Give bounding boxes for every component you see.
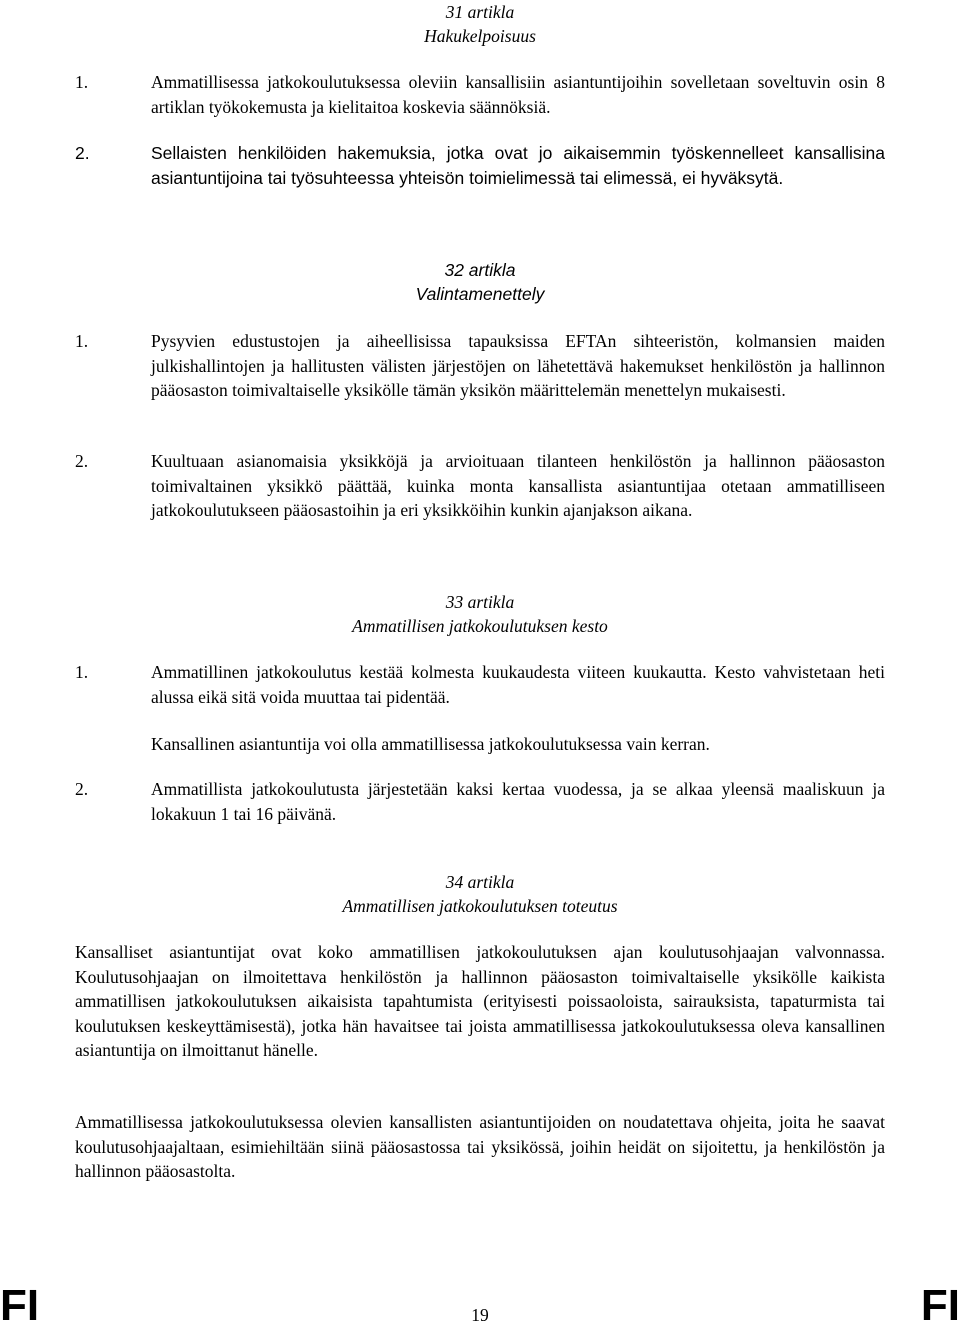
item-text: Ammatillinen jatkokoulutus kestää kolmesta kuukaudesta viiteen kuukautta. Kesto vahvistetaan heti alussa eikä sitä voida muuttaa tai pidentää. bbox=[151, 662, 885, 707]
item-text: Ammatillisessa jatkokoulutuksessa oleviin kansallisiin asiantuntijoihin sovelletaan soveltuvin osin 8 artiklan työkokemusta ja kielitaitoa koskevia säännöksiä. bbox=[151, 72, 885, 117]
item-number: 2. bbox=[75, 451, 89, 471]
item-number: 1. bbox=[75, 331, 89, 351]
paragraph: Kansalliset asiantuntijat ovat koko ammatillisen jatkokoulutuksen ajan koulutusohjaajan valvonnassa. Koulutusohjaajan on ilmoitettava henkilöstön ja hallinnon pääosaston toimivaltaiselle yksikölle kaikista ammatillisen jatkokoulutuksen aikaisista tapahtumista (erityisesti poissaoloista, sairauksista, tapaturmista tai koulutuksen keskeyttämisestä), jotka hän havaitsee tai joista ammatillisessa jatkokoulutuksessa oleva kansallinen asiantuntija on ilmoittanut hänelle. bbox=[75, 942, 885, 1060]
item-text: Kuultuaan asianomaisia yksikköjä ja arvioituaan tilanteen henkilöstön ja hallinnon pääosaston toimivaltainen yksikkö päättää, kuinka monta kansallista asiantuntijaa otetaan ammatilliseen jatkokoulutukseen pääosastoihin ja eri yksikköihin kunkin ajanjakson aikana. bbox=[151, 451, 885, 520]
article-subtitle: Ammatillisen jatkokoulutuksen toteutus bbox=[342, 896, 618, 916]
article-31-heading bbox=[0, 0, 960, 48]
item-text: Pysyvien edustustojen ja aiheellisissa tapauksissa EFTAn sihteeristön, kolmansien maiden julkishallintojen ja hallitusten välisten järjestöjen on lähetettävä hakemukset henkilöstön ja hallinnon pääosaston toimivaltaiselle yksikölle tämän yksikön määrittelemän menettelyn mukaisesti. bbox=[151, 331, 885, 400]
article-title: 31 artikla bbox=[445, 2, 515, 22]
list-item bbox=[75, 660, 885, 709]
list-item bbox=[75, 449, 885, 523]
article-34-heading bbox=[0, 870, 960, 918]
item-number: 1. bbox=[75, 662, 89, 682]
page-number: 19 bbox=[471, 1305, 489, 1325]
list-item bbox=[75, 70, 885, 119]
article-subtitle: Ammatillisen jatkokoulutuksen kesto bbox=[352, 616, 608, 636]
article-subtitle: Valintamenettely bbox=[415, 284, 545, 304]
list-item bbox=[75, 777, 885, 826]
item-sub-paragraph: Kansallinen asiantuntija voi olla ammatillisessa jatkokoulutuksessa vain kerran. bbox=[151, 734, 710, 754]
article-title: 34 artikla bbox=[445, 872, 515, 892]
language-code-right: FI bbox=[920, 1281, 960, 1330]
language-code-left: FI bbox=[0, 1281, 40, 1330]
item-text: Ammatillista jatkokoulutusta järjestetään kaksi kertaa vuodessa, ja se alkaa yleensä maaliskuun ja lokakuun 1 tai 16 päivänä. bbox=[151, 779, 885, 824]
paragraph: Ammatillisessa jatkokoulutuksessa olevien kansallisten asiantuntijoiden on noudatettava ohjeita, joita he saavat koulutusohjaajaltaan, esimiehiltään siinä pääosastossa tai yksikössä, joihin heidät on sijoitettu, ja henkilöstön ja hallinnon pääosastolta. bbox=[75, 1112, 885, 1181]
list-item bbox=[75, 141, 885, 190]
list-item bbox=[75, 329, 885, 403]
item-number: 2. bbox=[75, 779, 89, 799]
article-title: 33 artikla bbox=[445, 592, 515, 612]
article-33-heading bbox=[0, 590, 960, 638]
article-title: 32 artikla bbox=[444, 260, 516, 280]
article-32-heading bbox=[0, 258, 960, 306]
item-number: 2. bbox=[75, 143, 90, 163]
item-text: Sellaisten henkilöiden hakemuksia, jotka ovat jo aikaisemmin työskennelleet kansallisina asiantuntijoina tai työsuhteessa yhteisön toimielimessä tai elimessä, ei hyväksytä. bbox=[151, 143, 885, 188]
item-number: 1. bbox=[75, 72, 89, 92]
article-subtitle: Hakukelpoisuus bbox=[424, 26, 536, 46]
